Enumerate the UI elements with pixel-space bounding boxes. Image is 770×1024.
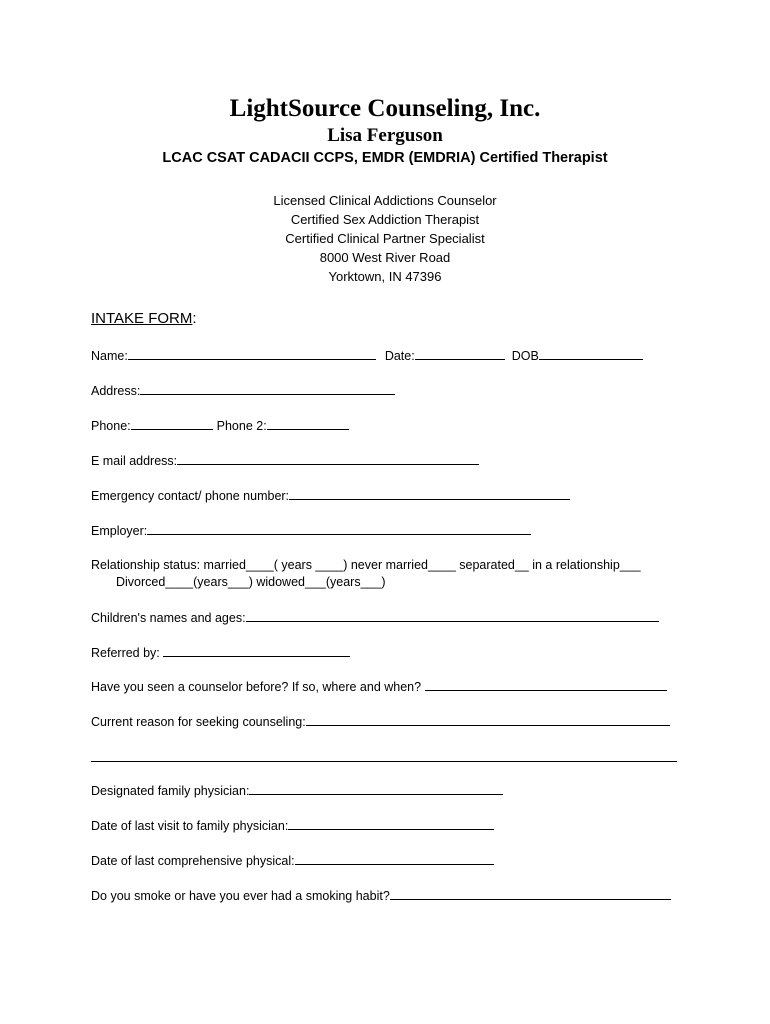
previous-counselor-row	[91, 677, 667, 696]
referred-by-row	[91, 643, 350, 662]
last-visit-row	[91, 816, 494, 835]
relationship-status-line-2: Divorced____(years___) widowed___(years___)	[116, 575, 386, 589]
counseling-reason-row	[91, 712, 670, 731]
referred-by-label: Referred by:	[91, 646, 164, 660]
phone2-field[interactable]	[267, 416, 349, 430]
employer-field[interactable]	[147, 521, 531, 535]
referred-by-field[interactable]	[163, 643, 350, 657]
employer-row	[91, 521, 531, 540]
last-physical-row	[91, 851, 494, 870]
name-date-dob-row	[91, 346, 643, 365]
smoking-label: Do you smoke or have you ever had a smoking habit?	[91, 889, 390, 903]
name-label: Name:	[91, 349, 128, 363]
intake-form-title	[91, 309, 197, 329]
credential-line: Certified Sex Addiction Therapist	[290, 212, 480, 227]
last-physical-field[interactable]	[295, 851, 494, 865]
credential-line: Licensed Clinical Addictions Counselor	[273, 193, 497, 208]
intake-form-title-colon: :	[192, 310, 197, 327]
counseling-reason-label: Current reason for seeking counseling:	[91, 715, 306, 729]
dob-label: DOB	[511, 349, 539, 363]
therapist-credentials: LCAC CSAT CADACII CCPS, EMDR (EMDRIA) Certified Therapist	[162, 150, 608, 166]
address-row	[91, 381, 395, 400]
emergency-contact-field[interactable]	[289, 486, 570, 500]
dob-field[interactable]	[539, 346, 643, 360]
family-physician-label: Designated family physician:	[91, 784, 250, 798]
therapist-name: Lisa Ferguson	[327, 125, 443, 146]
email-label: E mail address:	[91, 454, 178, 468]
previous-counselor-field[interactable]	[425, 677, 667, 691]
children-label: Children's names and ages:	[91, 611, 246, 625]
employer-label: Employer:	[91, 524, 148, 538]
counseling-reason-field[interactable]	[306, 712, 670, 726]
counseling-reason-continuation-line[interactable]	[91, 761, 677, 762]
children-field[interactable]	[246, 608, 659, 622]
street-address: 8000 West River Road	[319, 250, 451, 265]
emergency-contact-label: Emergency contact/ phone number:	[91, 489, 290, 503]
phone-row	[91, 416, 349, 435]
last-visit-field[interactable]	[288, 816, 494, 830]
family-physician-row	[91, 781, 503, 800]
phone2-label: Phone 2:	[216, 419, 267, 433]
name-field[interactable]	[128, 346, 376, 360]
intake-form-title-text: INTAKE FORM	[91, 310, 193, 327]
city-state-zip: Yorktown, IN 47396	[328, 269, 442, 284]
phone-label: Phone:	[91, 419, 131, 433]
address-label: Address:	[91, 384, 141, 398]
smoking-field[interactable]	[390, 886, 671, 900]
emergency-contact-row	[91, 486, 570, 505]
date-label: Date:	[384, 349, 415, 363]
smoking-row	[91, 886, 671, 905]
last-visit-label: Date of last visit to family physician:	[91, 819, 289, 833]
family-physician-field[interactable]	[249, 781, 503, 795]
credential-line: Certified Clinical Partner Specialist	[285, 231, 485, 246]
phone-field[interactable]	[131, 416, 213, 430]
company-name: LightSource Counseling, Inc.	[229, 95, 541, 122]
address-field[interactable]	[140, 381, 395, 395]
relationship-status-line: Relationship status: married____( years ____) never married____ separated__ in a relationship___	[91, 558, 641, 572]
email-field[interactable]	[177, 451, 479, 465]
children-row	[91, 608, 659, 627]
last-physical-label: Date of last comprehensive physical:	[91, 854, 295, 868]
email-row	[91, 451, 479, 470]
previous-counselor-label: Have you seen a counselor before? If so, where and when?	[91, 680, 425, 694]
date-field[interactable]	[415, 346, 505, 360]
